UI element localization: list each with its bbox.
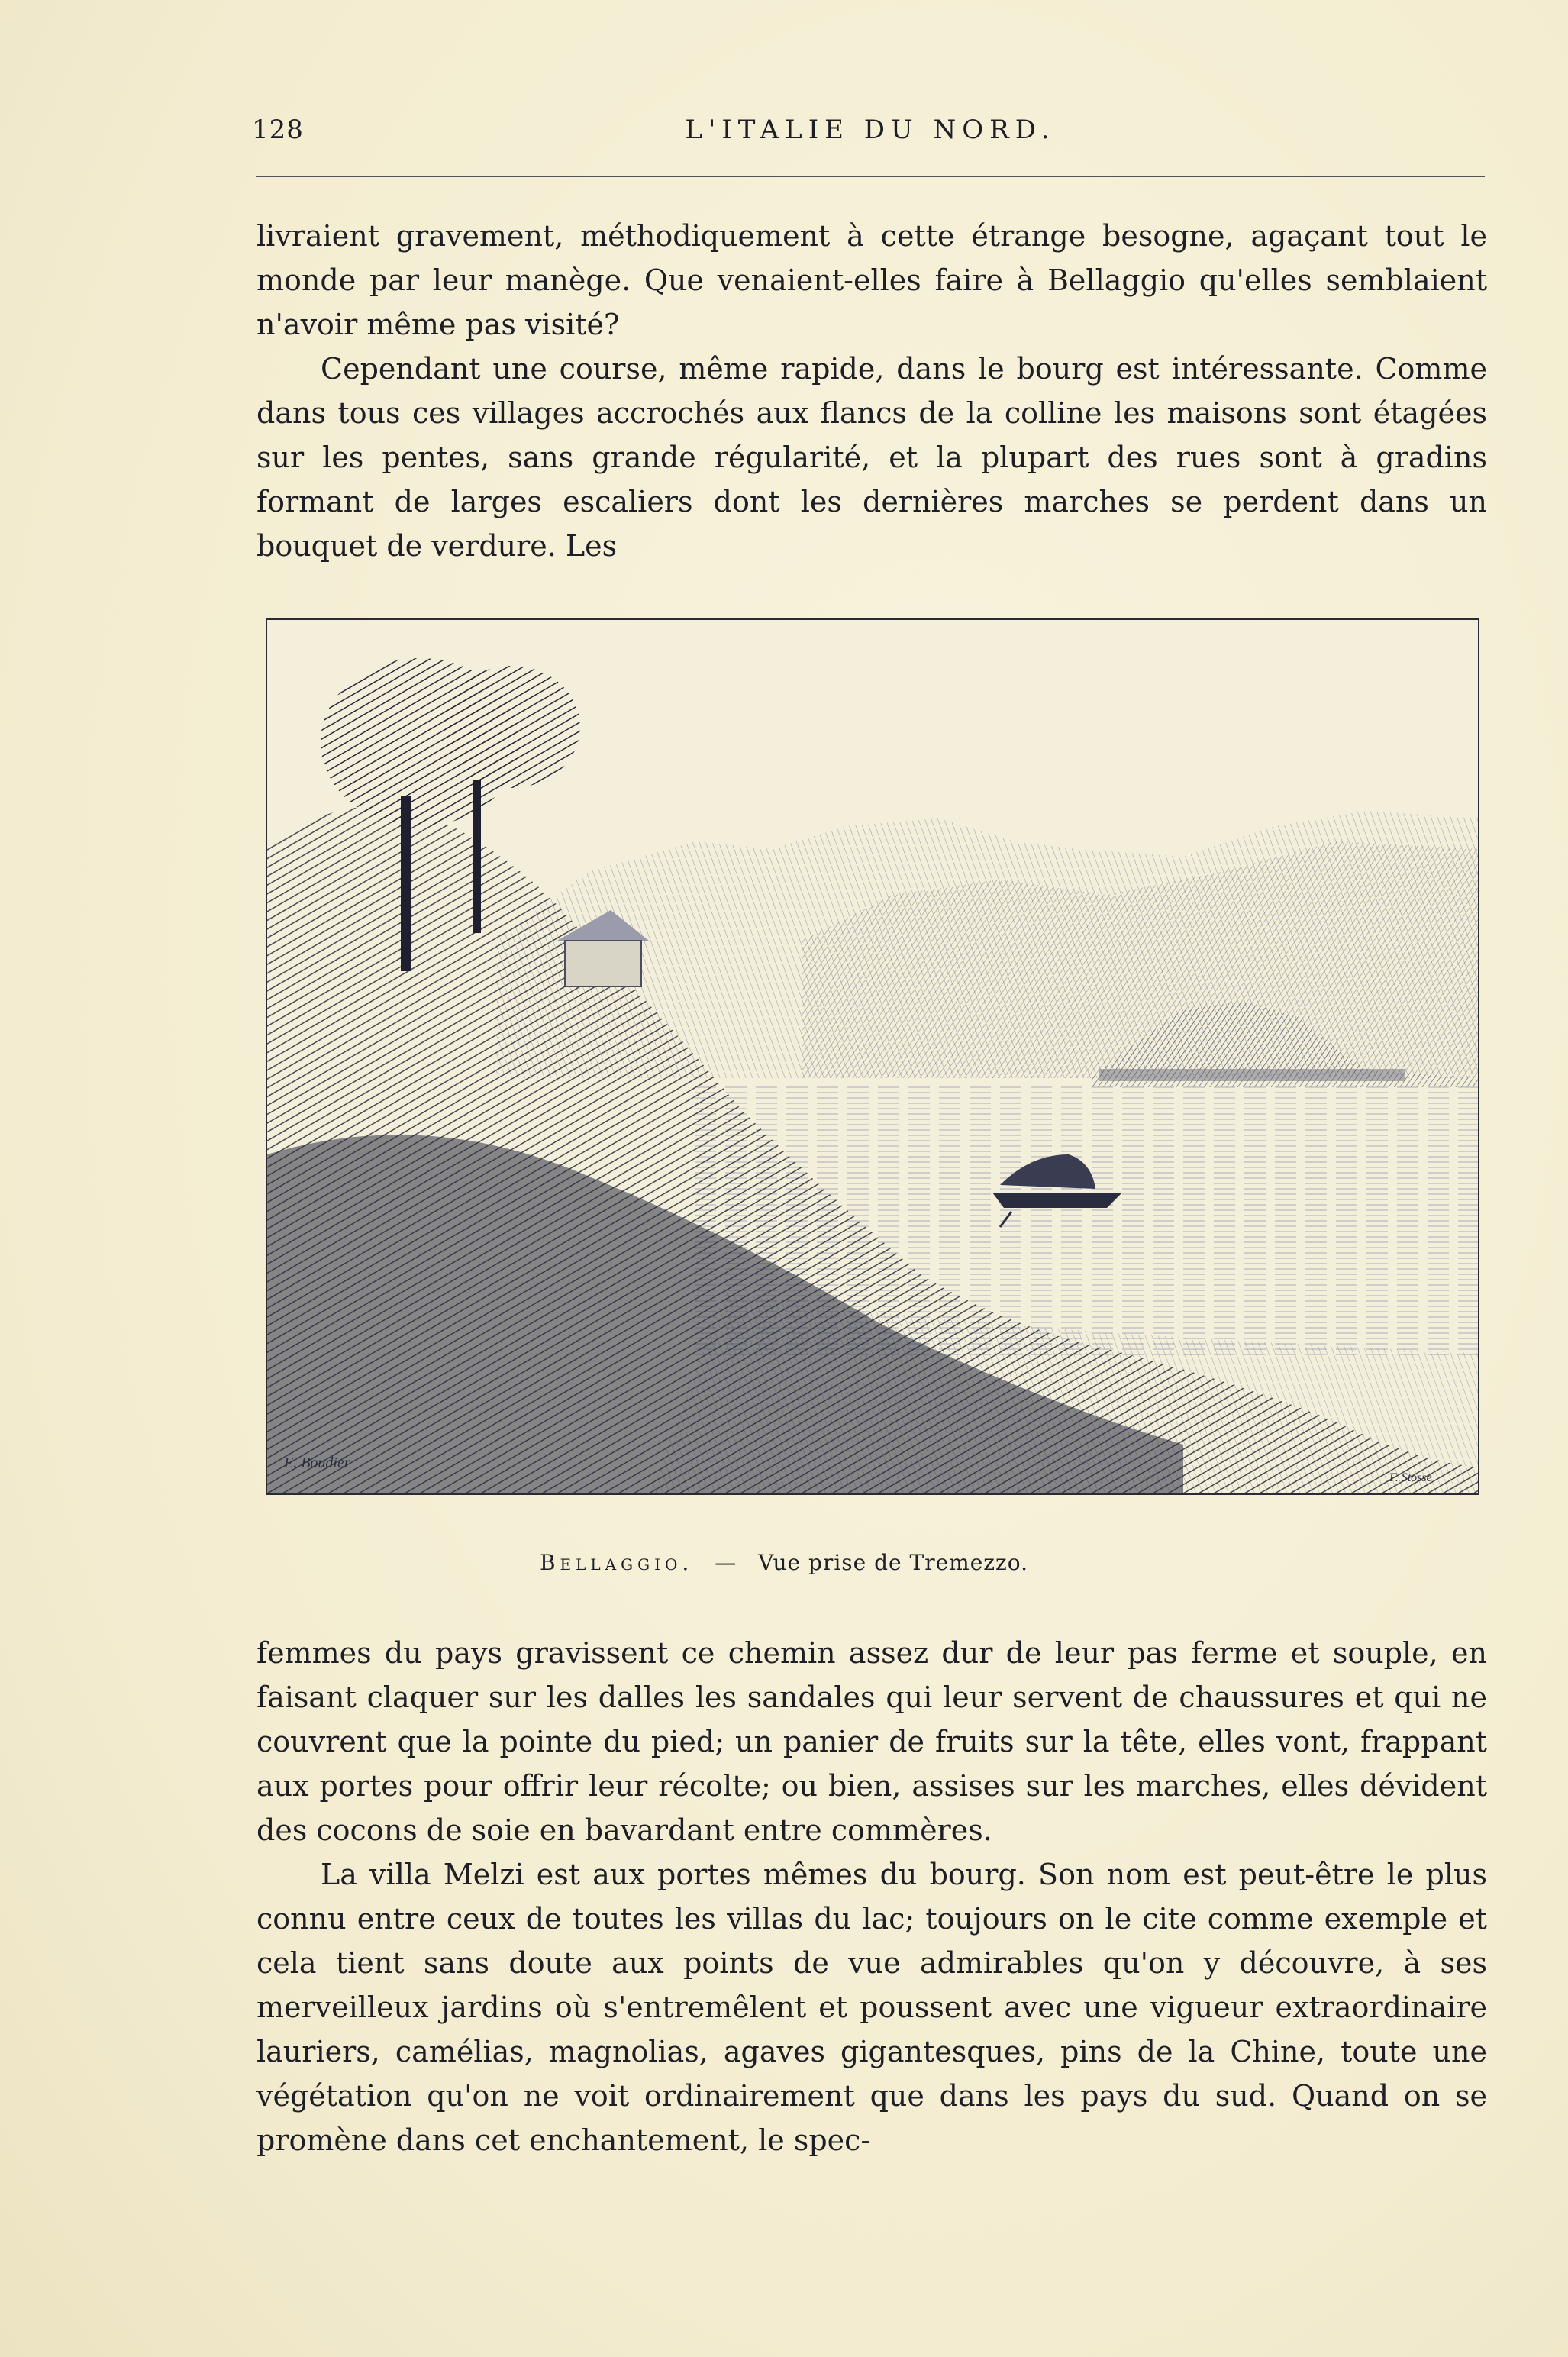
- lake-landscape-engraving: [267, 620, 1478, 1493]
- header-rule: [256, 176, 1485, 177]
- engraver-signature-right: F. Stosse: [1389, 1471, 1432, 1484]
- engraving-illustration: [266, 618, 1479, 1495]
- text-block-bottom: [256, 1631, 1487, 2162]
- paragraph: Cependant une course, même rapide, dans le bourg est intéressante. Comme dans tous ces villages accrochés aux flancs de la colline les maisons sont étagées sur les pentes, sans grande régularité, et la plupart des rues sont à gradins formant de larges escaliers dont les dernières marches se perdent dans un bouquet de verdure. Les: [256, 352, 1487, 563]
- running-title: L'ITALIE DU NORD.: [685, 115, 1056, 145]
- paragraph: La villa Melzi est aux portes mêmes du bourg. Son nom est peut-être le plus connu entre ceux de toutes les villas du lac; toujours on le cite comme exemple et cela tient sans doute aux points de vue admirables qu'on y découvre, à ses merveilleux jardins où s'entremêlent et poussent avec une vigueur extraordinaire lauriers, camélias, magnolias, agaves gigantesques, pins de la Chine, toute une végétation qu'on ne voit ordinairement que dans les pays du sud. Quand on se promène dans cet enchantement, le spec-: [256, 1858, 1487, 2157]
- paragraph: femmes du pays gravissent ce chemin assez dur de leur pas ferme et souple, en faisant claquer sur les dalles les sandales qui leur servent de chaussures et qui ne couvrent que la pointe du pied; un panier de fruits sur la tête, elles vont, frappant aux portes pour offrir leur récolte; ou bien, assises sur les marches, elles dévident des cocons de soie en bavardant entre commères.: [256, 1636, 1487, 1847]
- paragraph: livraient gravement, méthodiquement à cette étrange besogne, agaçant tout le monde par leur manège. Que venaient-elles faire à Bellaggio qu'elles semblaient n'avoir même pas visité?: [256, 219, 1487, 341]
- text-block-top: [256, 214, 1487, 568]
- caption-place: Bellaggio.: [539, 1550, 694, 1575]
- caption-dash: —: [715, 1550, 737, 1575]
- page-number: 128: [252, 115, 304, 145]
- page-header: [252, 115, 1489, 160]
- artist-signature-left: E. Boudier: [284, 1455, 350, 1471]
- caption-description: Vue prise de Tremezzo.: [758, 1550, 1029, 1575]
- figure-caption: [0, 1550, 1568, 1575]
